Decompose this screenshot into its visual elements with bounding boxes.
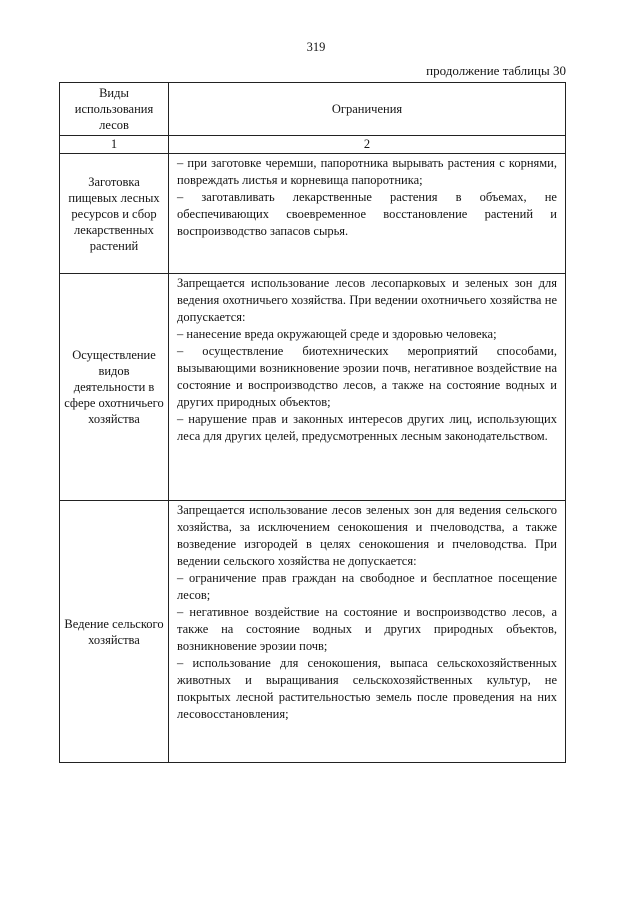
- restrictions-cell: [169, 274, 566, 501]
- restrictions-cell: [169, 501, 566, 763]
- table-row: [60, 274, 566, 501]
- restrictions-table: [59, 82, 566, 763]
- restrictions-cell: [169, 154, 566, 274]
- restriction-paragraph: – при заготовке черемши, папоротника вырывать растения с корнями, повреждать листья и корневища папоротника;: [177, 156, 557, 187]
- restriction-paragraph: Запрещается использование лесов лесопарковых и зеленых зон для ведения охотничьего хозяйства. При ведении охотничьего хозяйства не допускается:: [177, 276, 557, 324]
- restriction-paragraph: – негативное воздействие на состояние и воспроизводство лесов, а также на состояние водных и других природных объектов, возникновение эрозии почв;: [177, 605, 557, 653]
- table-header-row: [60, 83, 566, 136]
- restriction-paragraph: – ограничение прав граждан на свободное и бесплатное посещение лесов;: [177, 571, 557, 602]
- forest-use-type-cell: Ведение сельского хозяйства: [60, 501, 169, 763]
- page-number: 319: [306, 40, 326, 54]
- table-continuation-note: продолжение таблицы 30: [426, 63, 566, 78]
- header-restrictions: Ограничения: [169, 83, 566, 136]
- restriction-paragraph: – нарушение прав и законных интересов других лиц, использующих леса для других целей, предусмотренных лесным законодательством.: [177, 412, 557, 443]
- table-row: [60, 501, 566, 763]
- restriction-paragraph: – нанесение вреда окружающей среде и здоровью человека;: [177, 327, 497, 341]
- restriction-paragraph: – заготавливать лекарственные растения в объемах, не обеспечивающих своевременное восстановление растений и воспроизводство запасов сырья.: [177, 190, 557, 238]
- column-number-2: 2: [169, 136, 566, 154]
- restriction-paragraph: Запрещается использование лесов зеленых зон для ведения сельского хозяйства, за исключением сенокошения и пчеловодства, а также возведение изгородей в целях сенокошения и пчеловодства. При ведении сельского хозяйства не допускается:: [177, 503, 557, 568]
- header-forest-use-types: Виды использования лесов: [60, 83, 169, 136]
- forest-use-type-cell: Заготовка пищевых лесных ресурсов и сбор лекарственных растений: [60, 154, 169, 274]
- restriction-paragraph: – использование для сенокошения, выпаса сельскохозяйственных животных и выращивания сельскохозяйственных культур, не покрытых лесной растительностью земель после проведения на них лесовосстановления;: [177, 656, 557, 721]
- restriction-paragraph: – осуществление биотехнических мероприятий способами, вызывающими возникновение эрозии почв, негативное воздействие на состояние и воспроизводство лесов, а также на состояние водных и других природных объектов;: [177, 344, 557, 409]
- forest-use-type-cell: Осуществление видов деятельности в сфере охотничьего хозяйства: [60, 274, 169, 501]
- column-number-1: 1: [60, 136, 169, 154]
- column-number-row: [60, 136, 566, 154]
- table-row: [60, 154, 566, 274]
